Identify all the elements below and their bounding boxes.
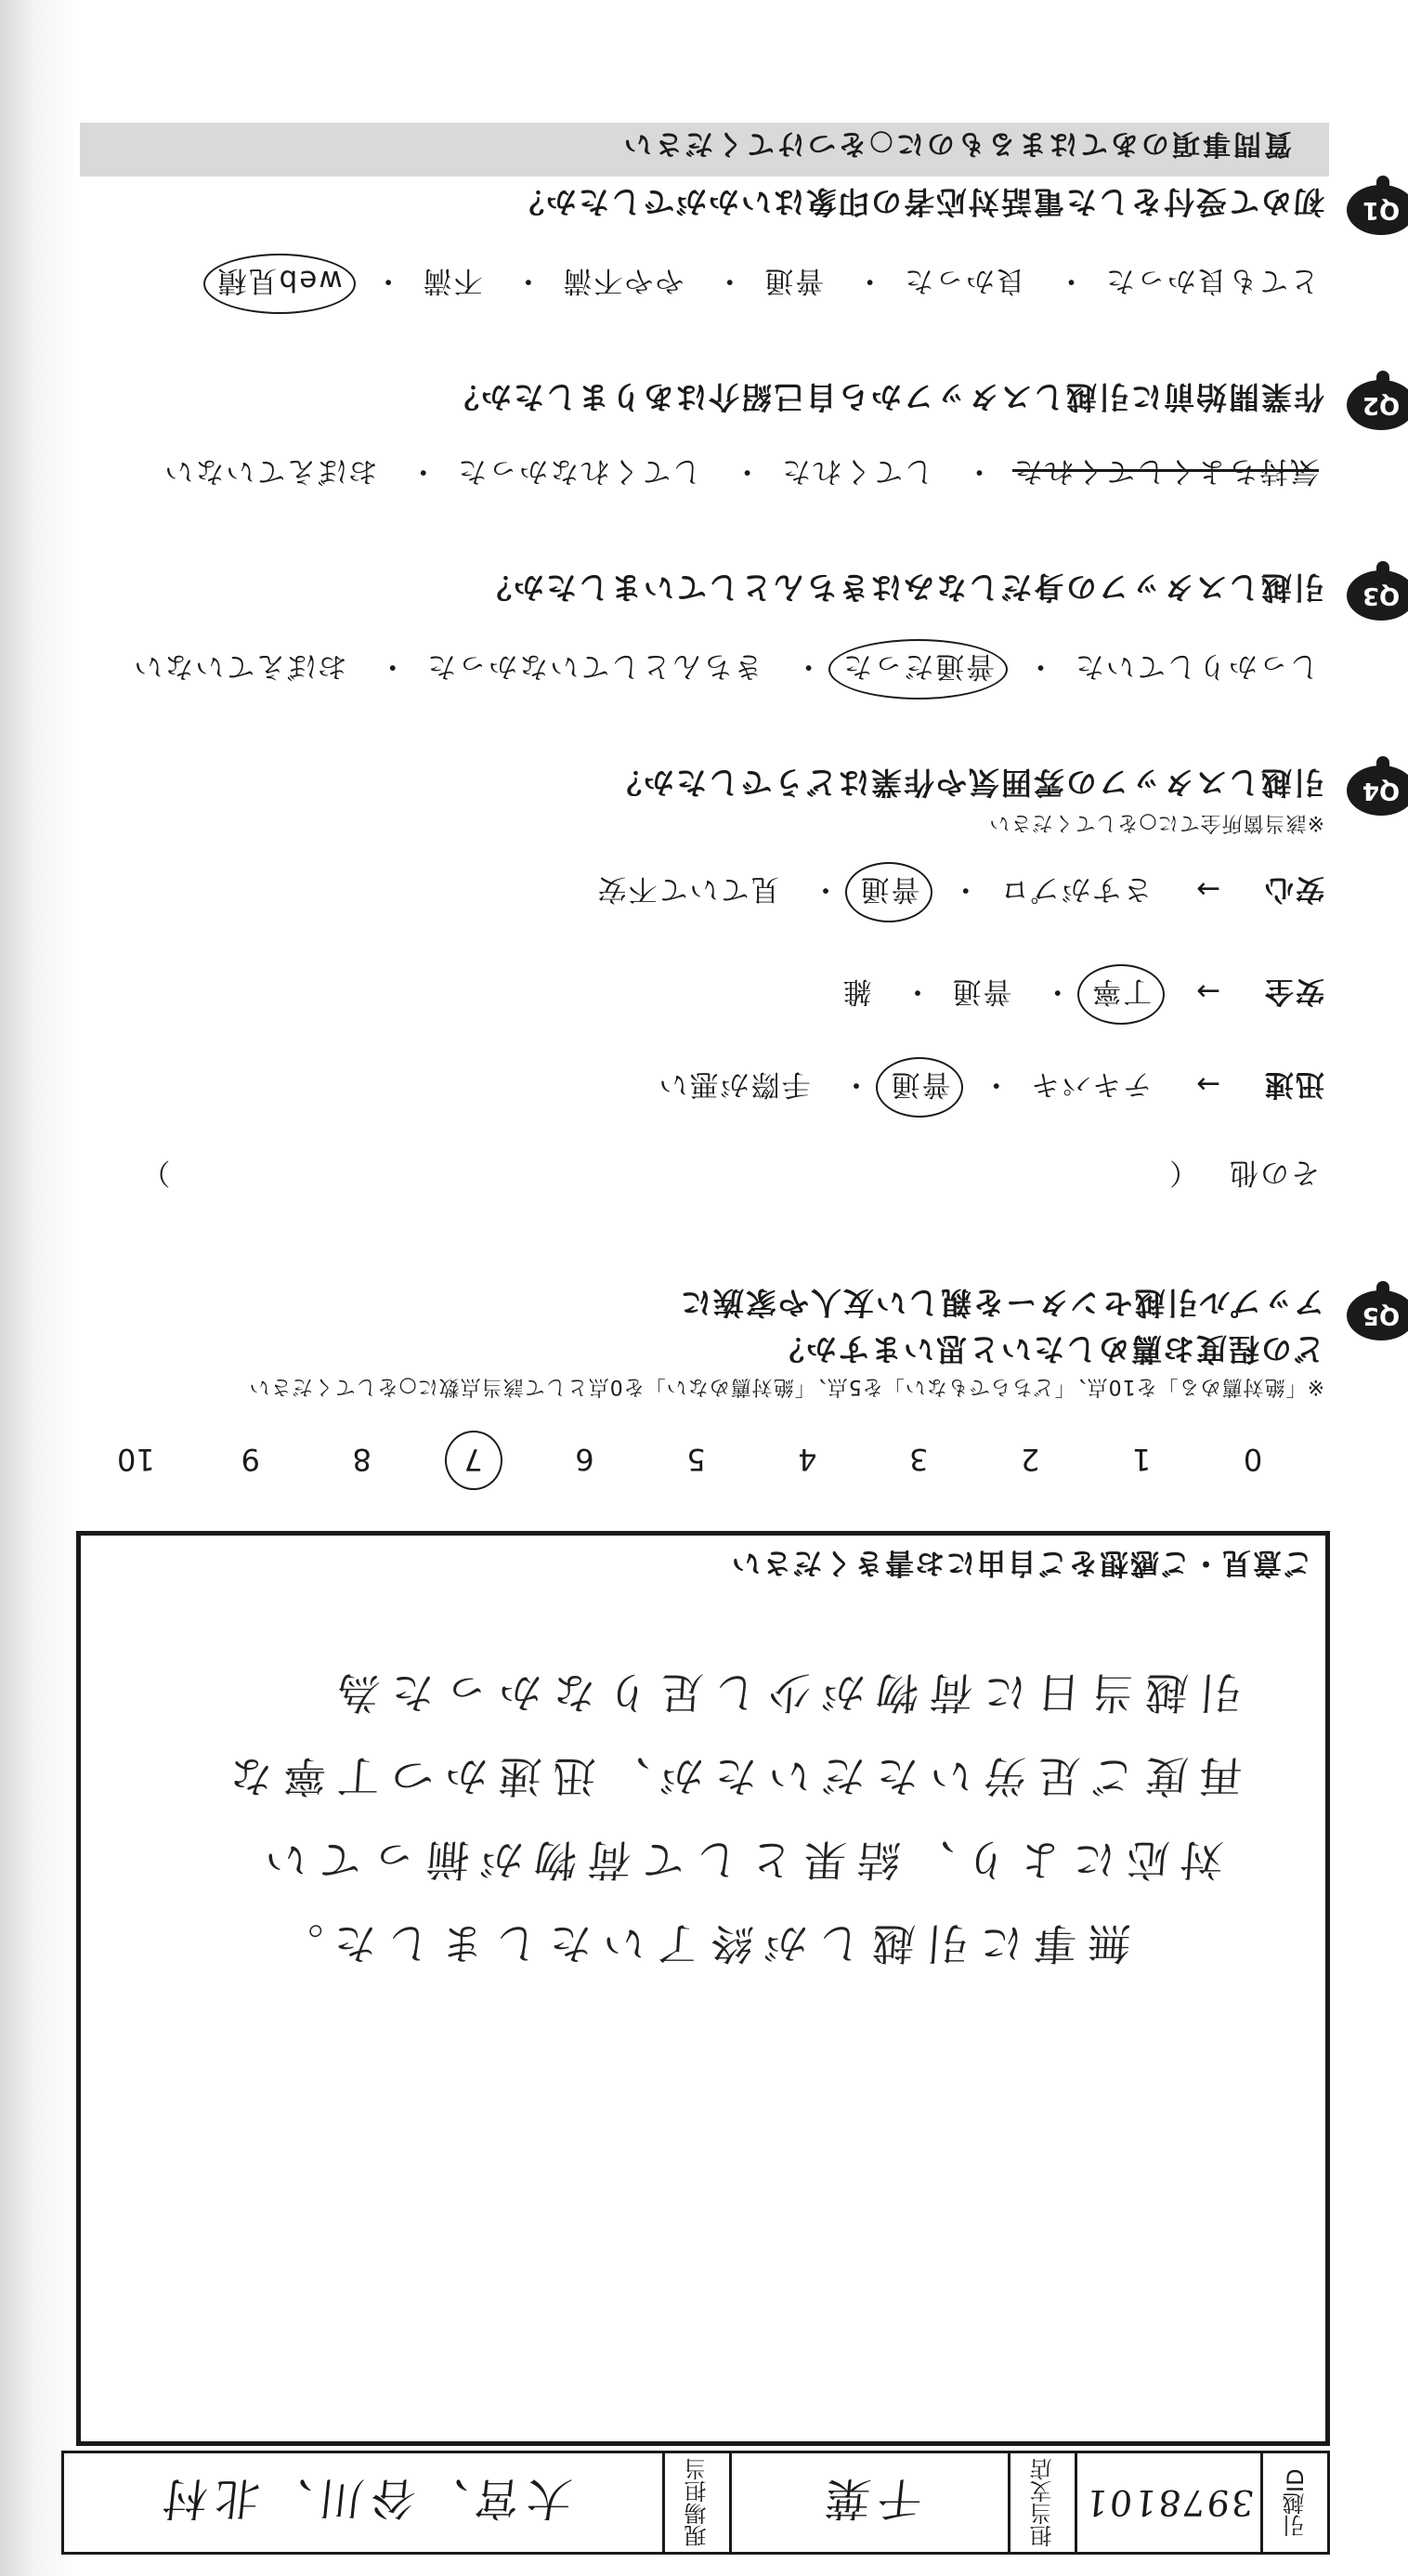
score-5[interactable]: 5 [686, 1442, 706, 1477]
score-row [117, 1442, 1269, 1477]
arrow-icon: → [1194, 974, 1221, 1008]
q3-option-3[interactable]: きちんとしていなかった [425, 649, 763, 683]
comment-line-4: 無事に引越しが終了いたしました。 [267, 1918, 1133, 1968]
score-8[interactable]: 8 [352, 1442, 372, 1477]
q2-option-4[interactable]: おぼえていない [163, 454, 378, 488]
q1-options: とても良かった・ 良かった・ 普通・ やや不満・ 不満・ web見積 [211, 263, 1324, 305]
branch-value: 千葉 [815, 2472, 925, 2525]
move-id-label-cell [1260, 2453, 1327, 2552]
branch-label-cell [1008, 2453, 1075, 2552]
score-9[interactable]: 9 [241, 1442, 260, 1477]
comment-line-1: 引越当日に荷物が少し足りなかった為 [324, 1667, 1245, 1718]
q4-safety-option-1[interactable]: 丁寧 [1085, 974, 1157, 1015]
q4-safety-option-3[interactable]: 雑 [841, 974, 872, 1008]
q4-relief-option-1[interactable]: さすがプロ [998, 872, 1153, 906]
q2-options: 気持ちよくしてくれた・ してくれた・ してくれなかった・ おぼえていない [157, 453, 1324, 495]
score-4[interactable]: 4 [798, 1442, 817, 1477]
q4-relief-option-3[interactable]: 見ていて不安 [595, 872, 780, 906]
score-3[interactable]: 3 [909, 1442, 929, 1477]
q4-row-safety: 安全 → 丁寧・ 普通・ 雑 [836, 974, 1324, 1015]
comment-line-2: 再度ご足労いただいたが、迅速かつ丁寧な [216, 1751, 1245, 1801]
q4-speed-option-2[interactable]: 普通 [883, 1066, 956, 1108]
q1-icon: Q1 [1347, 185, 1408, 235]
q4-note: ※該当箇所全てに○をしてください [988, 811, 1324, 834]
q4-icon: Q4 [1347, 765, 1408, 816]
q4-speed-option-1[interactable]: テキパキ [1029, 1067, 1153, 1101]
leader-label: 現場担当 [684, 2458, 711, 2547]
q1-option-5[interactable]: 不満 [421, 264, 483, 297]
leader-value-cell [64, 2453, 662, 2552]
q5-question-line1: アップル引越センターを親しい友人や家族に [678, 1285, 1324, 1321]
instructions-band [80, 123, 1329, 177]
q3-options: しっかりしていた・ 普通だった・ きちんとしていなかった・ おぼえていない [126, 648, 1324, 690]
q1-question: 初めて受付をした電話対応者の印象はいかがでしたか？ [512, 184, 1324, 220]
q2-option-3[interactable]: してくれなかった [456, 454, 702, 488]
q2-option-1[interactable]: 気持ちよくしてくれた [1012, 454, 1319, 488]
q4-row-speed-label: 迅速 [1263, 1067, 1324, 1101]
move-id-value: 3978101 [1081, 2482, 1257, 2523]
score-7[interactable]: 7 [458, 1442, 489, 1477]
q2-option-2[interactable]: してくれた [780, 454, 934, 488]
q1-option-6[interactable]: web見積 [211, 263, 348, 305]
leader-value: 大宮、谷川、北村 [152, 2472, 575, 2525]
header-table [61, 2451, 1330, 2555]
q4-other-row [139, 1155, 1320, 1196]
comment-heading: ご意見・ご感想をご自由にお書きください [730, 1546, 1312, 1579]
move-id-label: 引越ID [1283, 2468, 1309, 2537]
q2-question: 作業開始前に引越しスタッフから自己紹介はありましたか？ [447, 379, 1324, 415]
q1-option-3[interactable]: 普通 [763, 264, 825, 297]
q1-option-4[interactable]: やや不満 [561, 264, 684, 297]
score-0[interactable]: 0 [1243, 1442, 1263, 1477]
comment-line-3: 対応により、結果として荷物が揃ってい [252, 1835, 1226, 1885]
comment-box [76, 1531, 1330, 2446]
q5-question-line2: どの程度お薦めしたいと思いますか？ [772, 1331, 1324, 1367]
instructions-text: 質問事項のあてはまるものに○をつけてください [620, 127, 1292, 160]
q4-other-open: （ [1167, 1156, 1199, 1189]
q5-note: ※「絶対薦める」を10点、「どちらでもない」を5点、「絶対薦めない」を0点として該当点数に○をしてください [248, 1375, 1324, 1398]
branch-label: 担当支店 [1030, 2458, 1056, 2547]
score-1[interactable]: 1 [1131, 1442, 1152, 1477]
q3-option-4[interactable]: おぼえていない [132, 649, 347, 683]
q1-option-2[interactable]: 良かった [903, 264, 1026, 297]
q4-row-safety-label: 安全 [1263, 974, 1324, 1008]
q4-speed-option-3[interactable]: 手際が悪い [657, 1067, 811, 1101]
q1-option-1[interactable]: とても良かった [1104, 264, 1319, 297]
score-10[interactable]: 10 [117, 1442, 155, 1477]
q4-relief-option-2[interactable]: 普通 [853, 871, 925, 913]
q4-safety-option-2[interactable]: 普通 [950, 974, 1012, 1008]
q3-icon: Q3 [1347, 570, 1408, 621]
q3-option-2[interactable]: 普通だった [836, 648, 1000, 690]
leader-label-cell [662, 2453, 729, 2552]
q2-icon: Q2 [1347, 380, 1408, 430]
arrow-icon: → [1194, 872, 1221, 906]
branch-value-cell [729, 2453, 1008, 2552]
q3-option-1[interactable]: しっかりしていた [1074, 649, 1319, 683]
q4-question: 引越しスタッフの雰囲気や作業はどうでしたか？ [609, 765, 1324, 801]
q5-icon: Q5 [1347, 1290, 1408, 1340]
q4-row-relief: 安心 → さすがプロ・ 普通・ 見ていて不安 [591, 871, 1324, 913]
q4-row-speed: 迅速 → テキパキ・ 普通・ 手際が悪い [652, 1066, 1324, 1108]
q4-other-close: ） [139, 1156, 171, 1189]
q3-question: 引越しスタッフの身だしなみはきちんとしていましたか？ [479, 569, 1324, 606]
arrow-icon: → [1194, 1067, 1221, 1101]
q4-other-label: その他 [1228, 1156, 1320, 1189]
score-6[interactable]: 6 [575, 1442, 594, 1477]
q4-row-relief-label: 安心 [1263, 872, 1324, 906]
move-id-value-cell [1075, 2453, 1260, 2552]
score-2[interactable]: 2 [1020, 1442, 1040, 1477]
